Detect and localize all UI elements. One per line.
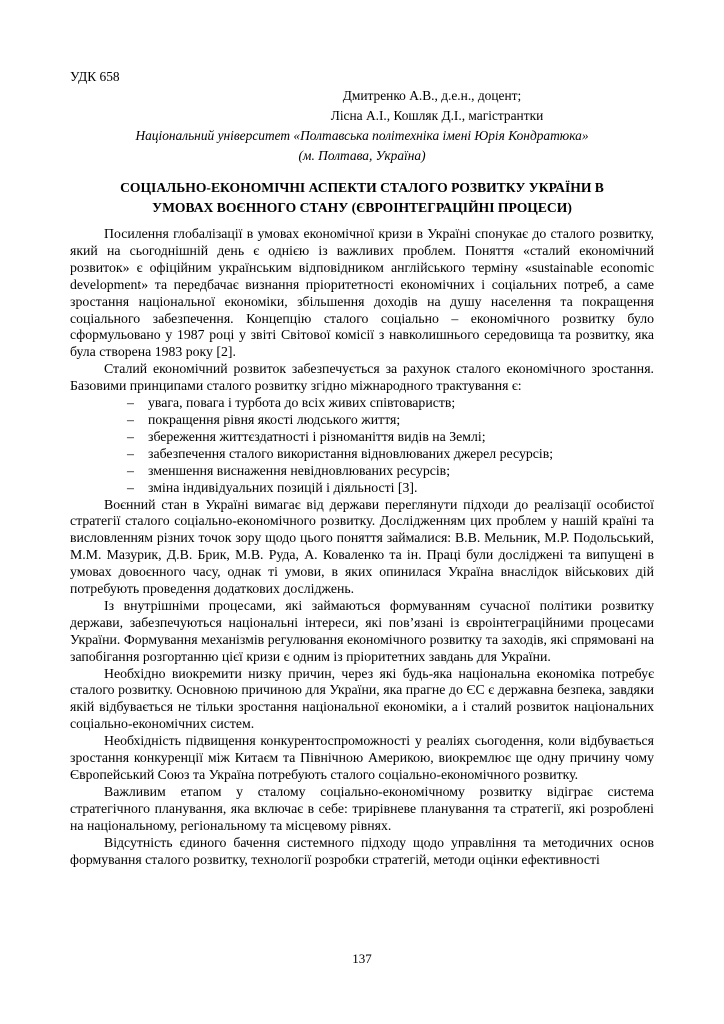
dash-bullet: – xyxy=(127,395,134,411)
udk-code: УДК 658 xyxy=(70,69,120,84)
dash-bullet: – xyxy=(127,479,134,495)
paragraph: Посилення глобалізації в умовах економічної кризи в Україні спонукає до сталого розвитку, який на сьогоднішній день є однією із важливих проблем. Поняття «сталий економічний розвиток» є офіційним українським відповідником англійського терміну «sustainable economic development» та передбачає визнання пріоритетності економічних і соціальних потреб, а саме зростання національної економіки, збільшення доходів на душу населення та покращення соціального забезпечення. Концепцію сталого соціально – економічного розвитку було сформульовано у 1987 році у звіті Світової комісії з навколишнього середовища та розвитку, яка була створена 1983 року [2]. xyxy=(70,226,654,360)
list-item: – забезпечення сталого використання відновлюваних джерел ресурсів; xyxy=(127,445,554,461)
title-line-2: УМОВАХ ВОЄННОГО СТАНУ (ЄВРОІНТЕГРАЦІЙНІ ПРОЦЕСИ) xyxy=(152,200,572,215)
article-body xyxy=(70,226,654,868)
paragraph: Сталий економічний розвиток забезпечується за рахунок сталого економічного зростання. Базовими принципами сталого розвитку згідно міжнародного трактування є: xyxy=(70,361,654,394)
paper-title xyxy=(70,178,654,218)
paragraph: Необхідно виокремити низку причин, через які будь-яка національна економіка потребує сталого розвитку. Основною причиною для України, яка прагне до ЄС є державна безпека, завдяки якій відбувається не тільки зростання національної економіки, а і сталий розвиток національних соціально-економічних систем. xyxy=(70,665,654,732)
page-number: 137 xyxy=(352,951,372,966)
dash-bullet: – xyxy=(127,445,134,461)
dash-bullet: – xyxy=(127,411,134,427)
list-item: – зменшення виснаження невідновлюваних ресурсів; xyxy=(127,462,451,478)
list-item: – покращення рівня якості людського життя; xyxy=(127,411,401,427)
paragraph: Важливим етапом у сталому соціально-економічному розвитку відіграє система стратегічного планування, яка включає в себе: трирівневе планування та стратегії, які розроблені на національному, регіональному та місцевому рівнях. xyxy=(70,783,654,833)
dash-bullet: – xyxy=(127,462,134,478)
location: (м. Полтава, Україна) xyxy=(298,148,426,163)
paragraph: Необхідність підвищення конкурентоспроможності у реаліях сьогодення, коли відбувається зростання конкуренції між Китаєм та Північною Америкою, виокремлює ще одну причину чому Європейський Союз та Україна потребують сталого соціально-економічного розвитку. xyxy=(70,733,654,782)
list-item: – зміна індивідуальних позицій і діяльності [3]. xyxy=(127,479,418,495)
author-line-2: Лісна А.І., Кошляк Д.І., магістрантки xyxy=(330,108,544,123)
author-block xyxy=(70,86,654,166)
principles-list xyxy=(70,395,654,496)
paragraph: Воєнний стан в Україні вимагає від держави переглянути підходи до реалізації особистої стратегії сталого соціально-економічного розвитку. Дослідженням цих проблем у нашій країні та висловленням різних точок зору щодо цього поняття займалися: В.В. Мельник, М.Р. Подольський, М.М. Мазурик, Д.В. Брик, М.В. Руда, А. Коваленко та ін. Праці були досліджені та випущені в умовах довоєнного часу, однак ті умови, в яких опинилася Україна внаслідок військових дій потребують проведення додаткових досліджень. xyxy=(70,496,654,597)
dash-bullet: – xyxy=(127,428,134,444)
list-item: – збереження життєздатності і різноманіття видів на Землі; xyxy=(127,428,486,444)
list-item: – увага, повага і турбота до всіх живих співтовариств; xyxy=(127,395,456,411)
affiliation: Національний університет «Полтавська політехніка імені Юрія Кондратюка» xyxy=(135,128,589,143)
title-line-1: СОЦІАЛЬНО-ЕКОНОМІЧНІ АСПЕКТИ СТАЛОГО РОЗВИТКУ УКРАЇНИ В xyxy=(120,180,604,195)
author-line-1: Дмитренко А.В., д.е.н., доцент; xyxy=(342,88,522,103)
paragraph: Із внутрішніми процесами, які займаються формуванням сучасної політики розвитку держави, забезпечуються національні інтереси, які пов’язані із євроінтеграційними процесами України. Формування механізмів регулювання економічного розвитку та заходів, які спрямовані на запобігання розгортанню цієї кризи є одним із пріоритетних завдань для України. xyxy=(70,597,654,664)
paragraph: Відсутність єдиного бачення системного підходу щодо управління та методичних основ формування сталого розвитку, технології розробки стратегій, методи оцінки ефективності xyxy=(70,834,654,867)
